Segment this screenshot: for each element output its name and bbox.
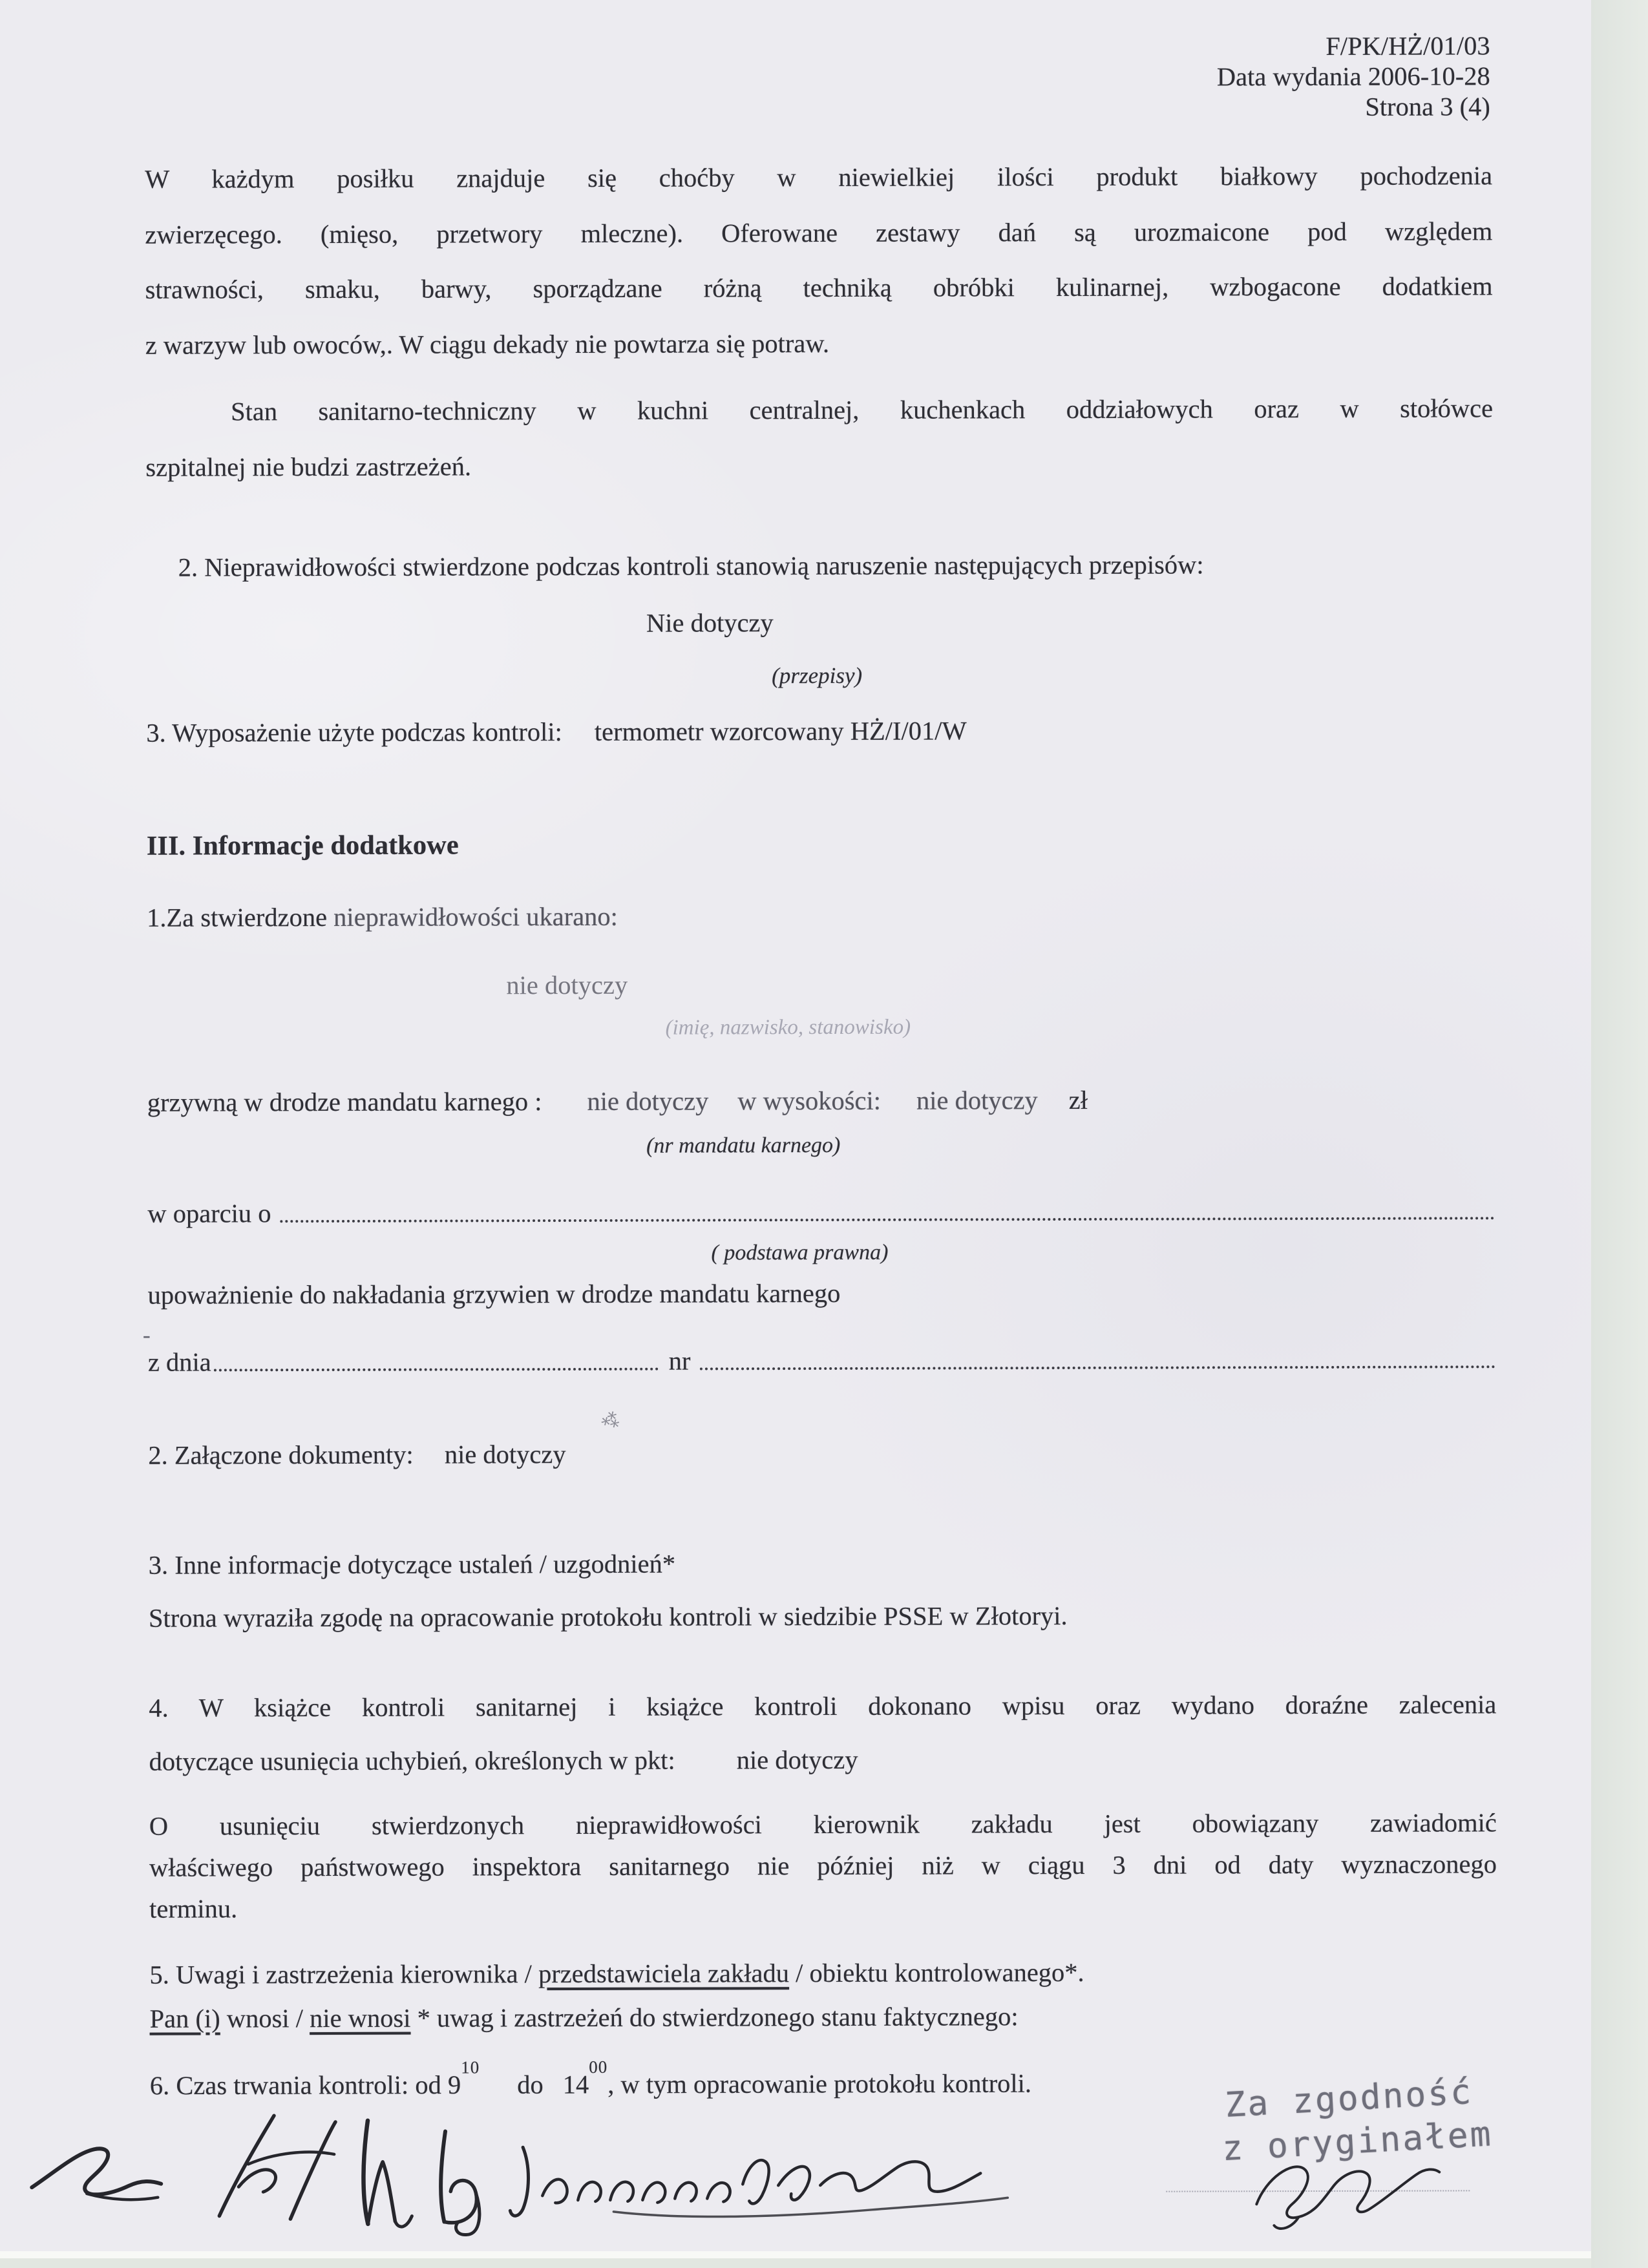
date-number-line [148,1343,1495,1377]
equipment-value: termometr wzorcowany HŻ/I/01/W [594,716,967,746]
paragraph-line: z warzyw lub owoców,. W ciągu dekady nie powtarza się potraw. [145,328,830,360]
punish-label: 1.Za stwierdzone [147,902,334,932]
section2-value: Nie dotyczy [646,608,774,638]
equipment-label: 3. Wyposażenie użyte podczas kontroli: [146,717,562,748]
dotted-leader [280,1217,1495,1223]
punish-value: nie dotyczy [506,970,628,1000]
remarks-underlined: nie wnosi [310,2003,411,2033]
book-line1: 4. W książce kontroli sanitarnej i książce kontroli dokonano wpisu oraz wydano doraźne zalecenia [149,1690,1497,1723]
nr-label: nr [668,1346,691,1376]
remarks-line1 [149,1957,1084,1990]
form-code: F/PK/HŻ/01/03 [1326,31,1490,61]
section3-title: III. Informacje dodatkowe [146,830,459,861]
remarks-seg: wnosi / [220,2004,310,2033]
paragraph-line: zwierzęcego. (mięso, przetwory mleczne). Oferowane zestawy dań są urozmaicone pod względem [145,216,1493,249]
basis-label: w oparciu o [147,1199,271,1228]
duration-do: do [517,2070,544,2099]
duration-seg: , w tym opracowanie protokołu kontroli. [607,2068,1032,2099]
duration-seg: 6. Czas trwania kontroli: od 9 [149,2070,461,2101]
handwritten-signatures [25,2101,1021,2232]
paragraph-line: W każdym posiłku znajduje się choćby w niewielkiej ilości produkt białkowy pochodzenia [145,161,1493,194]
stamp-line1: Za zgodność [1223,2072,1474,2125]
fine-line [147,1085,1088,1118]
duration-sup-start: 10 [461,2057,480,2077]
fine-caption: (nr mandatu karnego) [646,1133,841,1158]
docs-value: nie dotyczy [444,1440,566,1469]
duration-sup-end: 00 [589,2057,608,2077]
document-header [838,30,1490,123]
book-line2-value: nie dotyczy [736,1745,858,1775]
stamp-line2: z oryginałem [1221,2114,1494,2169]
dotted-leader [700,1365,1495,1370]
docs-label: 2. Załączone dokumenty: [148,1440,414,1470]
paragraph-sanitary-state [145,381,1493,494]
book-line2 [149,1745,858,1777]
basis-caption: ( podstawa prawna) [711,1240,889,1265]
fine-label: grzywną w drodze mandatu karnego : [147,1087,542,1117]
fine-currency: zł [1068,1085,1088,1115]
punish-caption: (imię, nazwisko, stanowisko) [665,1015,911,1040]
dotted-leader [214,1368,659,1372]
issue-date: Data wydania 2006-10-28 [1216,61,1490,92]
punish-label-faded: nieprawidłowości ukarano: [333,901,618,932]
paragraph-line: właściwego państwowego inspektora sanitarnego nie później niż w ciągu 3 dni od daty wyznaczonego [149,1849,1497,1882]
book-line2-label: dotyczące usunięcia uchybień, określonych w pkt: [149,1745,675,1776]
paragraph-line: szpitalnej nie budzi zastrzeżeń. [145,451,472,482]
section2-heading: 2. Nieprawidłowości stwierdzone podczas kontroli stanowią naruszenie następujących przepisów: [178,550,1204,582]
paragraph-line: terminu. [149,1894,238,1924]
fine-value2: nie dotyczy [916,1086,1038,1115]
obligation-paragraph [149,1802,1497,1929]
other-info-note: Strona wyraziła zgodę na opracowanie protokołu kontroli w siedzibie PSSE w Złotoryi. [148,1601,1068,1633]
basis-line2: upoważnienie do nakładania grzywien w drodze mandatu karnego [147,1278,841,1310]
fine-amount-label: w wysokości: [737,1086,882,1116]
docs-line [148,1439,565,1471]
basis-line [147,1195,1495,1228]
fine-value1: nie dotyczy [587,1086,709,1116]
date-label: z dnia [147,1347,211,1377]
remarks-underlined: przedstawiciela zakładu [538,1958,790,1989]
remarks-line2 [150,2001,1019,2034]
paragraph-line: O usunięciu stwierdzonych nieprawidłowości kierownik zakładu jest obowiązany zawiadomić [149,1808,1497,1841]
remarks-seg: 5. Uwagi i zastrzeżenia kierownika / [149,1959,539,1990]
paragraph-line: strawności, smaku, barwy, sporządzane różną techniką obróbki kulinarnej, wzbogacone dodatkiem [145,271,1493,304]
equipment-line [146,715,966,748]
duration-line [149,2057,1032,2101]
stray-dash-mark: - [142,1321,151,1348]
remarks-seg: * uwag i zastrzeżeń do stwierdzonego stanu faktycznego: [410,2002,1019,2033]
duration-end-hour: 14 [562,2070,589,2099]
section2-caption: (przepisy) [772,662,863,689]
page-number: Strona 3 (4) [1365,92,1490,121]
paragraph-meals [145,148,1493,372]
ink-smudge: ⁂ [599,1408,622,1433]
other-info-label: 3. Inne informacje dotyczące ustaleń / uzgodnień* [148,1549,676,1580]
remarks-seg: / obiektu kontrolowanego*. [788,1957,1084,1988]
remarks-underlined: Pan (i) [149,2004,220,2033]
inspection-book-block [149,1677,1496,1736]
punish-label-line [147,901,618,933]
paragraph-line: Stan sanitarno-techniczny w kuchni centralnej, kuchenkach oddziałowych oraz w stołówce [231,394,1494,426]
stamp-signature [1247,2142,1460,2227]
